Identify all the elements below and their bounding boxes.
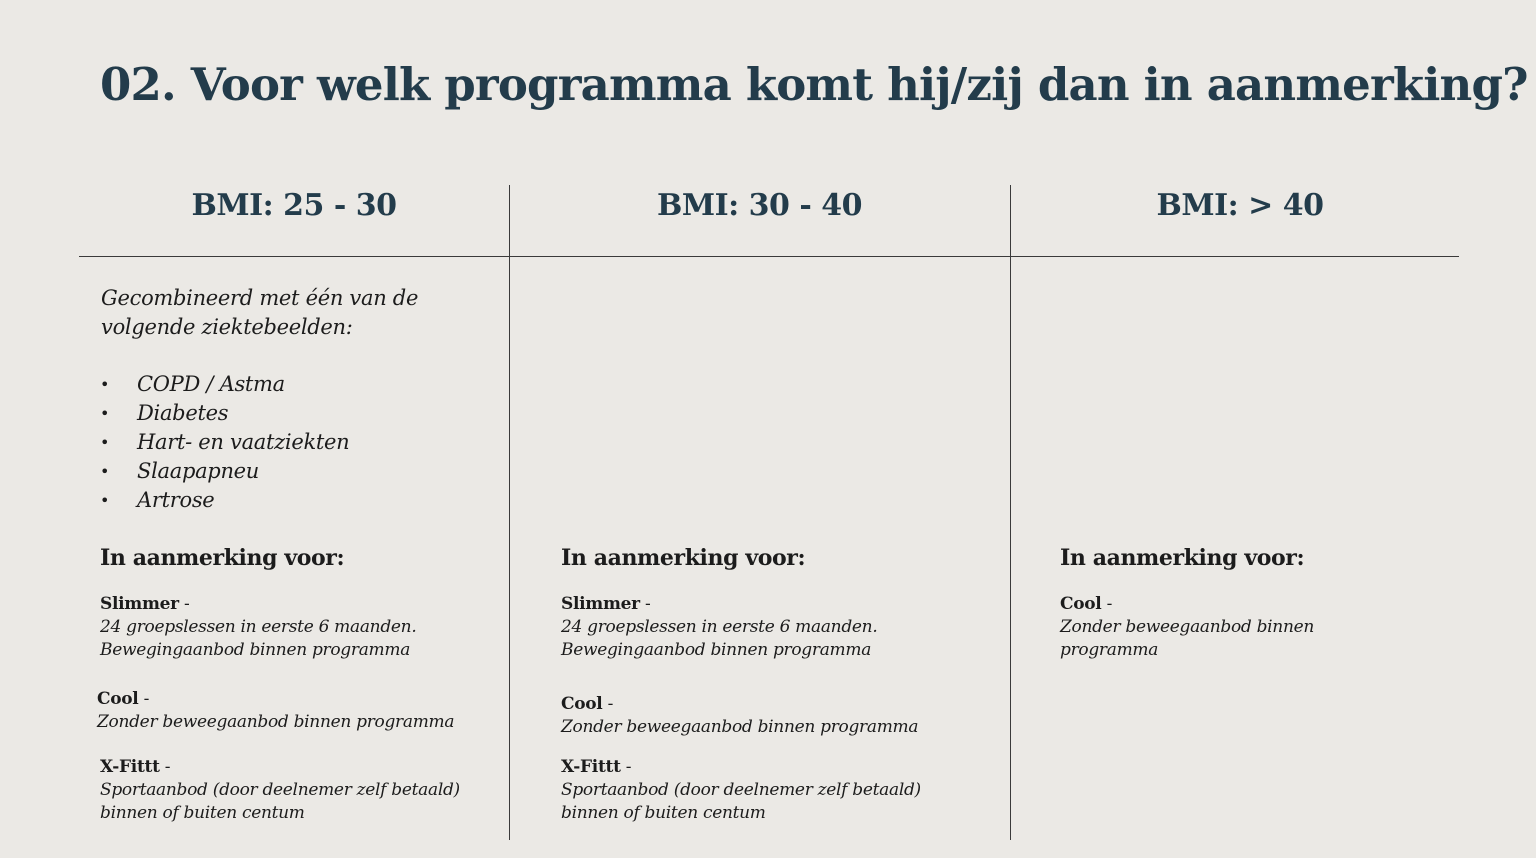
eligible-heading: In aanmerking voor: [1060, 545, 1305, 571]
program-name: Slimmer [100, 594, 179, 614]
list-item [100, 399, 349, 428]
bullet-icon: • [100, 375, 110, 394]
program-name: X-Fittt [100, 757, 160, 777]
header-divider [79, 256, 1459, 257]
column-divider [509, 185, 510, 840]
list-item [100, 457, 349, 486]
list-item [100, 486, 349, 515]
program-description: Zonder beweegaanbod binnen programma [1060, 617, 1315, 660]
condition-label: Diabetes [137, 401, 229, 425]
program-slimmer [100, 593, 500, 662]
condition-label: Slaapapneu [137, 459, 260, 483]
program-description: Sportaanbod (door deelnemer zelf betaald) binnen of buiten centum [100, 780, 460, 823]
condition-label: Artrose [137, 488, 215, 512]
bullet-icon: • [100, 491, 110, 510]
program-cool [1060, 593, 1460, 662]
program-x-fittt [100, 756, 505, 825]
program-cool [97, 688, 502, 734]
program-name: Cool [1060, 594, 1102, 614]
program-dash: - [138, 689, 150, 709]
program-slimmer [561, 593, 1001, 662]
bullet-icon: • [100, 433, 110, 452]
program-description: Zonder beweegaanbod binnen programma [97, 712, 455, 732]
list-item [100, 370, 349, 399]
program-description: 24 groepslessen in eerste 6 maanden. Bewegingaanbod binnen programma [100, 617, 417, 660]
program-dash: - [178, 594, 190, 614]
conditions-list [100, 370, 349, 515]
program-dash: - [602, 694, 614, 714]
bullet-icon: • [100, 404, 110, 423]
program-name: Slimmer [561, 594, 640, 614]
program-name: X-Fittt [561, 757, 621, 777]
program-description: Sportaanbod (door deelnemer zelf betaald) binnen of buiten centum [561, 780, 921, 823]
column-divider [1010, 185, 1011, 840]
page-title: 02. Voor welk programma komt hij/zij dan in aanmerking? [100, 58, 1528, 111]
list-item [100, 428, 349, 457]
program-dash: - [639, 594, 651, 614]
program-cool [561, 693, 1001, 739]
program-description: 24 groepslessen in eerste 6 maanden. Bewegingaanbod binnen programma [561, 617, 878, 660]
column-heading-bmi-30-40: BMI: 30 - 40 [657, 188, 862, 223]
program-name: Cool [561, 694, 603, 714]
program-name: Cool [97, 689, 139, 709]
program-description: Zonder beweegaanbod binnen programma [561, 717, 919, 737]
program-dash: - [620, 757, 632, 777]
program-dash: - [159, 757, 171, 777]
program-dash: - [1101, 594, 1113, 614]
column-heading-bmi-25-30: BMI: 25 - 30 [191, 188, 397, 223]
bullet-icon: • [100, 462, 110, 481]
conditions-intro: Gecombineerd met één van de volgende ziektebeelden: [101, 286, 419, 339]
condition-label: Hart- en vaatziekten [137, 430, 350, 454]
program-x-fittt [561, 756, 1001, 825]
eligible-heading: In aanmerking voor: [561, 545, 806, 571]
eligible-heading: In aanmerking voor: [100, 545, 345, 571]
condition-label: COPD / Astma [137, 372, 285, 396]
column-heading-bmi-over-40: BMI: > 40 [1156, 188, 1324, 223]
